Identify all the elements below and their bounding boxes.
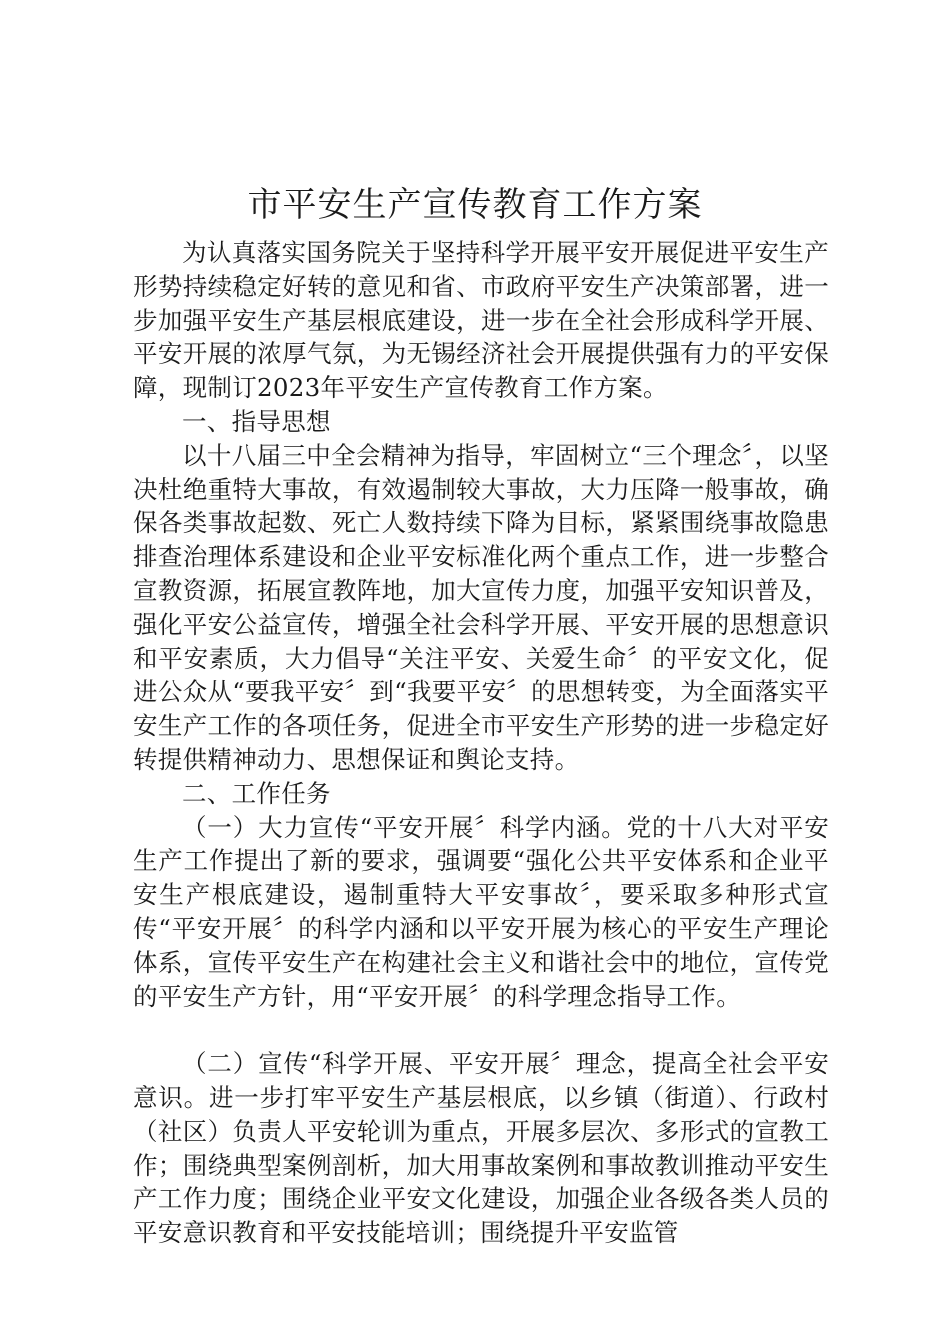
document-title: 市平安生产宣传教育工作方案 <box>247 185 703 225</box>
document-body <box>133 236 829 1250</box>
task-one-paragraph: （一）大力宣传“平安开展〞科学内涵。党的十八大对平安生产工作提出了新的要求，强调要“强化公共平安体系和企业平安生产根底建设，遏制重特大平安事故〞，要采取多种形式宣传“平安开展〞的科学内涵和以平安开展为核心的平安生产理论体系，宣传平安生产在构建社会主义和谐社会中的地位，宣传党的平安生产方针，用“平安开展〞的科学理念指导工作。 <box>133 812 829 1011</box>
section-heading-guiding-ideology: 一、指导思想 <box>182 406 331 436</box>
intro-paragraph: 为认真落实国务院关于坚持科学开展平安开展促进平安生产形势持续稳定好转的意见和省、市政府平安生产决策部署，进一步加强平安生产基层根底建设，进一步在全社会形成科学开展、平安开展的浓厚气氛，为无锡经济社会开展提供强有力的平安保障，现制订2023年平安生产宣传教育工作方案。 <box>133 238 829 403</box>
section-heading-work-tasks: 二、工作任务 <box>182 778 331 808</box>
task-two-paragraph: （二）宣传“科学开展、平安开展〞理念，提高全社会平安意识。进一步打牢平安生产基层根底，以乡镇（街道）、行政村（社区）负责人平安轮训为重点，开展多层次、多形式的宣教工作；围绕典型案例剖析，加大用事故案例和事故教训推动平安生产工作力度；围绕企业平安文化建设，加强企业各级各类人员的平安意识教育和平安技能培训；围绕提升平安监管 <box>133 1049 829 1248</box>
guiding-ideology-paragraph: 以十八届三中全会精神为指导，牢固树立“三个理念〞，以坚决杜绝重特大事故，有效遏制较大事故，大力压降一般事故，确保各类事故起数、死亡人数持续下降为目标，紧紧围绕事故隐患排查治理体系建设和企业平安标准化两个重点工作，进一步整合宣教资源，拓展宣教阵地，加大宣传力度，加强平安知识普及，强化平安公益宣传，增强全社会科学开展、平安开展的思想意识和平安素质，大力倡导“关注平安、关爱生命〞的平安文化，促进公众从“要我平安〞到“我要平安〞的思想转变，为全面落实平安生产工作的各项任务，促进全市平安生产形势的进一步稳定好转提供精神动力、思想保证和舆论支持。 <box>133 440 830 774</box>
